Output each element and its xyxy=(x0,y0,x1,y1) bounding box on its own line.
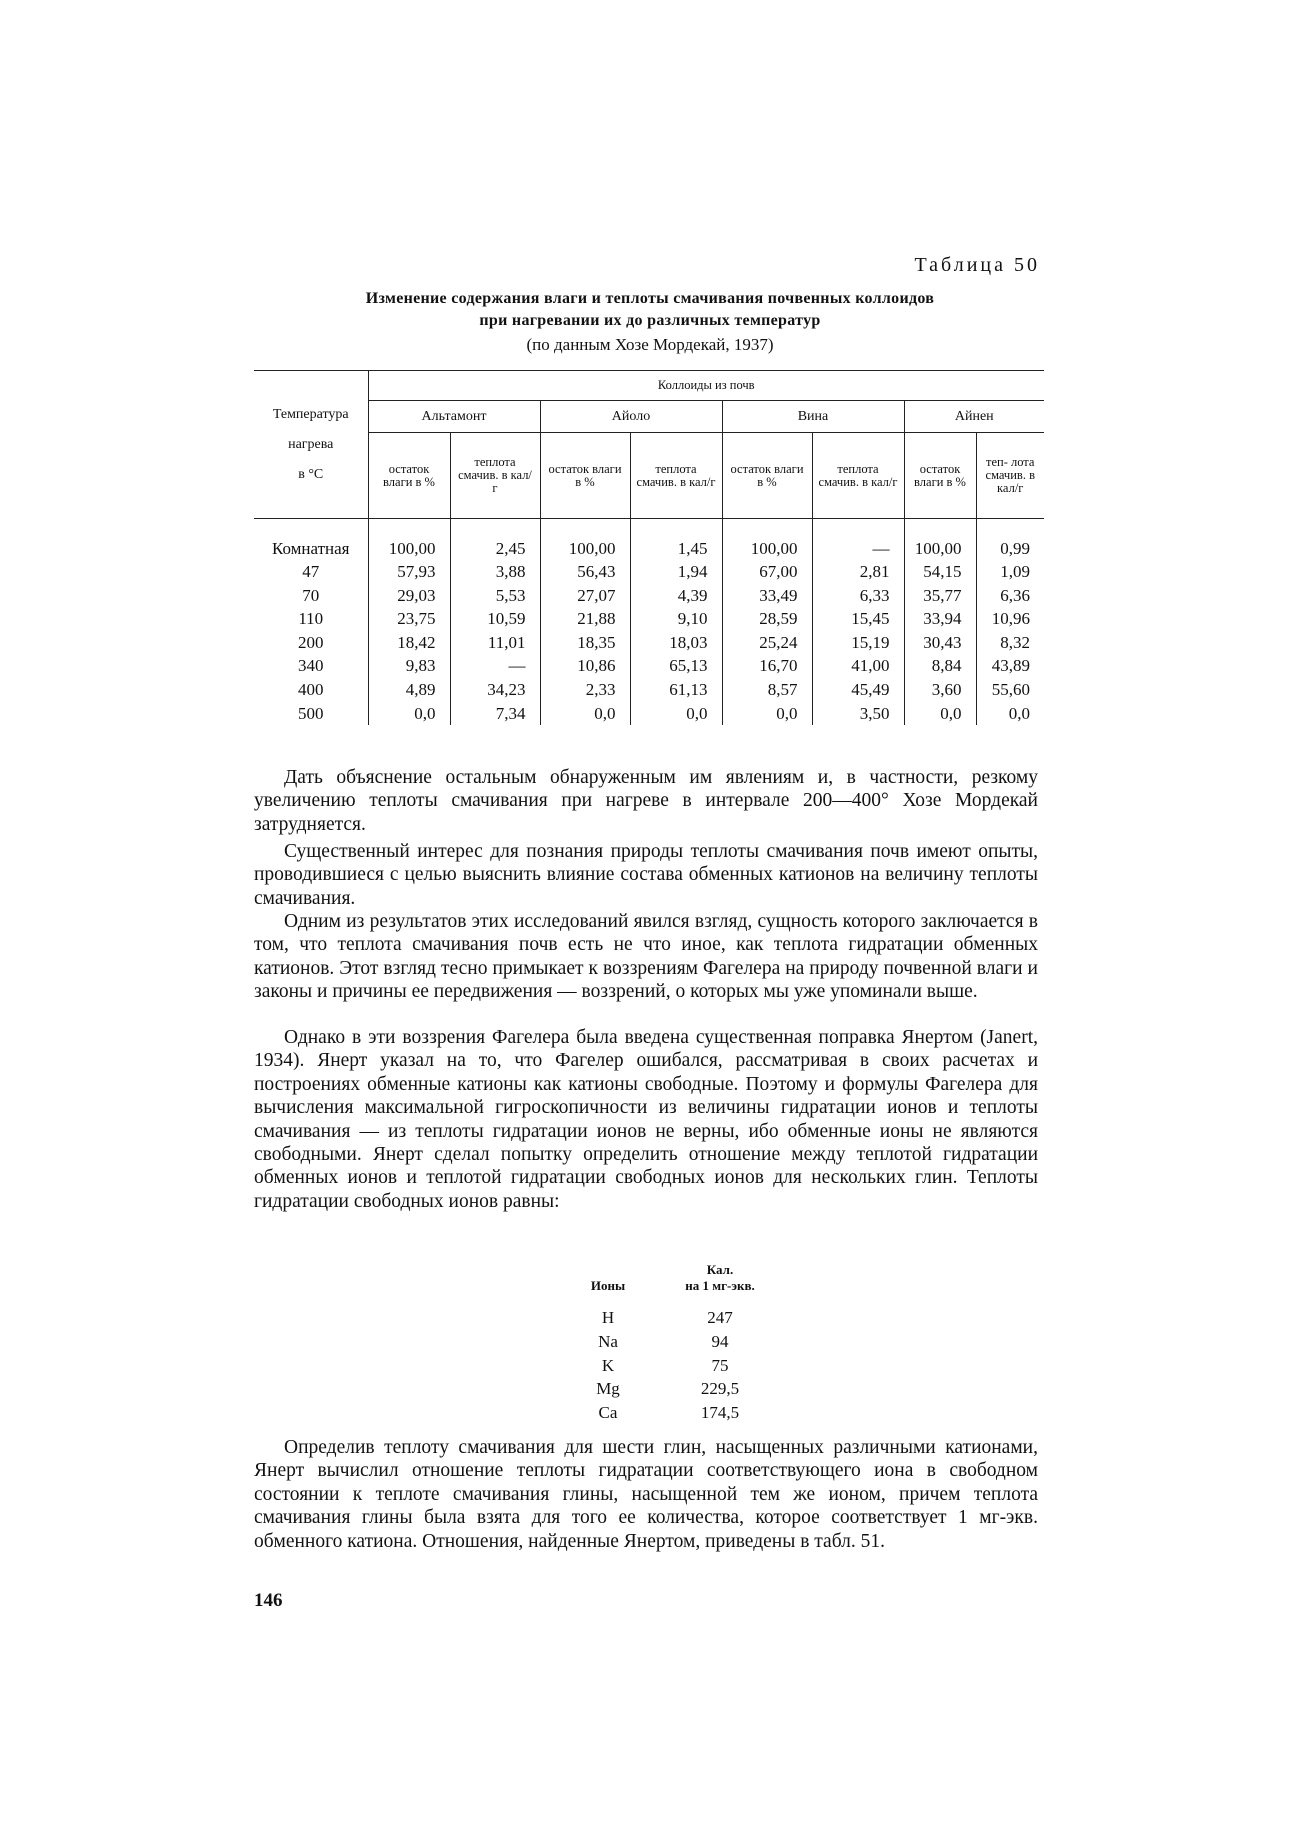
paragraph: Дать объяснение остальным обнаруженным им явлениям и, в частности, резкому увеличению теплоты смачивания при нагреве в интервале 200—400° Хозе Мордекай затрудняется. xyxy=(254,767,1038,835)
value-cell: 23,75 xyxy=(368,607,450,631)
value-cell: 3,50 xyxy=(812,702,904,726)
value-cell: 10,59 xyxy=(450,607,540,631)
value-cell: 41,00 xyxy=(812,654,904,678)
temperature-cell: Комнатная xyxy=(271,538,350,558)
temperature-cell: 70 xyxy=(302,585,320,605)
value-cell: 21,88 xyxy=(540,607,630,631)
group-name-aiolo: Айоло xyxy=(540,401,722,433)
value-cell: 4,89 xyxy=(368,678,450,702)
value-cell: 18,35 xyxy=(540,631,630,655)
caption-source: (по данным Хозе Мордекай, 1937) xyxy=(526,335,774,354)
value-cell: 2,45 xyxy=(450,537,540,561)
ion-value: 75 xyxy=(711,1355,729,1375)
paragraph: Одним из результатов этих исследований явился взгляд, сущность которого заключается в том, что теплота смачивания почв есть не что иное, как теплота гидратации обменных катионов. Этот взгляд тесно примыкает к воззрениям Фагелера на природу почвенной влаги и законы и причины ее передвижения — воззрений, о которых мы уже упоминали выше. xyxy=(254,911,1038,1003)
value-cell: 18,42 xyxy=(368,631,450,655)
value-cell: 54,15 xyxy=(904,560,976,584)
value-cell: 34,23 xyxy=(450,678,540,702)
temperature-cell: 340 xyxy=(298,656,324,676)
ions-body xyxy=(548,1306,772,1425)
ion-row xyxy=(548,1377,772,1401)
ion-row xyxy=(548,1401,772,1425)
value-cell: 0,0 xyxy=(630,702,722,726)
value-cell: 6,36 xyxy=(976,584,1044,608)
ion-name: Na xyxy=(598,1331,618,1351)
value-cell: 43,89 xyxy=(976,654,1044,678)
value-cell: 15,19 xyxy=(812,631,904,655)
caption-title-line-2: при нагревании их до различных температур xyxy=(479,312,821,329)
value-cell: 3,88 xyxy=(450,560,540,584)
value-cell: 35,77 xyxy=(904,584,976,608)
value-cell: 9,83 xyxy=(368,654,450,678)
ion-name: Mg xyxy=(596,1379,620,1399)
table-body xyxy=(254,537,1044,726)
value-cell: 0,0 xyxy=(722,702,812,726)
value-cell: 1,94 xyxy=(630,560,722,584)
paragraph: Однако в эти воззрения Фагелера была введена существенная поправка Янертом (Janert, 1934). Янерт указал на то, что Фагелер ошибался, рассматривая в своих расчетах и построениях обменные катионы как катионы свободные. Поэтому и формулы Фагелера для вычисления максимальной гигроскопичности из величины гидратации ионов и теплоты смачивания — из теплоты гидратации ионов не верны, ибо обменные ионы не являются свободными. Янерт сделал попытку определить отношение между теплотой гидратации обменных ионов и теплотой гидратации свободных ионов для нескольких глин. Теплоты гидратации свободных ионов равны: xyxy=(254,1027,1038,1212)
table-row xyxy=(254,678,1044,702)
temperature-column-header: Температура нагрева в °С xyxy=(272,406,349,482)
caption-title-line-1: Изменение содержания влаги и теплоты смачивания почвенных коллоидов xyxy=(365,290,935,307)
temperature-cell: 400 xyxy=(298,680,324,700)
value-cell: 33,94 xyxy=(904,607,976,631)
value-cell: 57,93 xyxy=(368,560,450,584)
value-cell: 100,00 xyxy=(904,537,976,561)
paragraph: Существенный интерес для познания природы теплоты смачивания почв имеют опыты, проводившиеся с целью выяснить влияние состава обменных катионов на величину теплоты смачивания. xyxy=(254,841,1038,909)
paragraph: Определив теплоту смачивания для шести глин, насыщенных различными катионами, Янерт вычислил отношение теплоты гидратации соответствующего иона в свободном состоянии к теплоте смачивания глины, насыщенной тем же ионом, причем теплота смачивания глины была взята для того ее количества, которое соответствует 1 мг-экв. обменного катиона. Отношения, найденные Янертом, приведены в табл. 51. xyxy=(254,1437,1038,1552)
value-cell: 10,96 xyxy=(976,607,1044,631)
ion-row xyxy=(548,1306,772,1330)
value-cell: 65,13 xyxy=(630,654,722,678)
ion-name: Ca xyxy=(598,1403,618,1423)
value-cell: 1,45 xyxy=(630,537,722,561)
temperature-cell: 110 xyxy=(298,609,324,629)
table-row xyxy=(254,654,1044,678)
col-header-moisture: остаток влаги в % xyxy=(722,433,812,519)
group-name-altamont: Альтамонт xyxy=(368,401,540,433)
temperature-cell: 200 xyxy=(298,632,324,652)
col-header-heat: теплота смачив. в кал/г xyxy=(812,433,904,519)
value-cell: 16,70 xyxy=(722,654,812,678)
ions-value-header: Кал. на 1 мг-экв. xyxy=(685,1262,755,1293)
ions-table xyxy=(548,1262,772,1425)
table-caption xyxy=(230,288,1070,356)
value-cell: 33,49 xyxy=(722,584,812,608)
value-cell: 5,53 xyxy=(450,584,540,608)
value-cell: 100,00 xyxy=(722,537,812,561)
ion-value: 229,5 xyxy=(700,1379,740,1399)
table-row xyxy=(254,560,1044,584)
value-cell: 0,0 xyxy=(976,702,1044,726)
table-row xyxy=(254,631,1044,655)
col-header-moisture: остаток влаги в % xyxy=(904,433,976,519)
value-cell: 61,13 xyxy=(630,678,722,702)
value-cell: 25,24 xyxy=(722,631,812,655)
value-cell: 8,84 xyxy=(904,654,976,678)
value-cell: — xyxy=(812,537,904,561)
value-cell: 2,81 xyxy=(812,560,904,584)
ion-row xyxy=(548,1330,772,1354)
value-cell: — xyxy=(450,654,540,678)
value-cell: 0,99 xyxy=(976,537,1044,561)
value-cell: 7,34 xyxy=(450,702,540,726)
value-cell: 67,00 xyxy=(722,560,812,584)
page-number: 146 xyxy=(254,1590,283,1611)
value-cell: 0,0 xyxy=(368,702,450,726)
value-cell: 8,32 xyxy=(976,631,1044,655)
temperature-cell: 47 xyxy=(302,562,320,582)
value-cell: 29,03 xyxy=(368,584,450,608)
table-row xyxy=(254,537,1044,561)
col-header-moisture: остаток влаги в % xyxy=(540,433,630,519)
value-cell: 9,10 xyxy=(630,607,722,631)
group-name-ainen: Айнен xyxy=(904,401,1044,433)
value-cell: 27,07 xyxy=(540,584,630,608)
table-row xyxy=(254,702,1044,726)
table-number-label: Таблица 50 xyxy=(914,254,1040,276)
value-cell: 28,59 xyxy=(722,607,812,631)
ion-value: 94 xyxy=(711,1331,729,1351)
colloid-data-table xyxy=(254,370,1044,725)
ion-name: H xyxy=(601,1308,615,1327)
value-cell: 30,43 xyxy=(904,631,976,655)
value-cell: 55,60 xyxy=(976,678,1044,702)
value-cell: 0,0 xyxy=(904,702,976,726)
group-header: Коллоиды из почв xyxy=(368,371,1044,401)
value-cell: 3,60 xyxy=(904,678,976,702)
ions-header: Ионы xyxy=(590,1278,626,1293)
col-header-moisture: остаток влаги в % xyxy=(368,433,450,519)
temperature-cell: 500 xyxy=(298,703,324,723)
table-row xyxy=(254,584,1044,608)
value-cell: 100,00 xyxy=(540,537,630,561)
value-cell: 0,0 xyxy=(540,702,630,726)
ion-value: 174,5 xyxy=(700,1403,740,1423)
value-cell: 15,45 xyxy=(812,607,904,631)
value-cell: 2,33 xyxy=(540,678,630,702)
ion-name: K xyxy=(601,1355,615,1375)
value-cell: 45,49 xyxy=(812,678,904,702)
value-cell: 10,86 xyxy=(540,654,630,678)
value-cell: 1,09 xyxy=(976,560,1044,584)
col-header-heat: теплота смачив. в кал/г xyxy=(630,433,722,519)
value-cell: 6,33 xyxy=(812,584,904,608)
value-cell: 56,43 xyxy=(540,560,630,584)
value-cell: 100,00 xyxy=(368,537,450,561)
col-header-heat: теплота смачив. в кал/г xyxy=(450,433,540,519)
col-header-heat: теп- лота смачив. в кал/г xyxy=(976,433,1044,519)
value-cell: 4,39 xyxy=(630,584,722,608)
value-cell: 11,01 xyxy=(450,631,540,655)
table-row xyxy=(254,607,1044,631)
ion-row xyxy=(548,1354,772,1378)
value-cell: 18,03 xyxy=(630,631,722,655)
group-name-vina: Вина xyxy=(722,401,904,433)
value-cell: 8,57 xyxy=(722,678,812,702)
ion-value: 247 xyxy=(707,1308,733,1327)
